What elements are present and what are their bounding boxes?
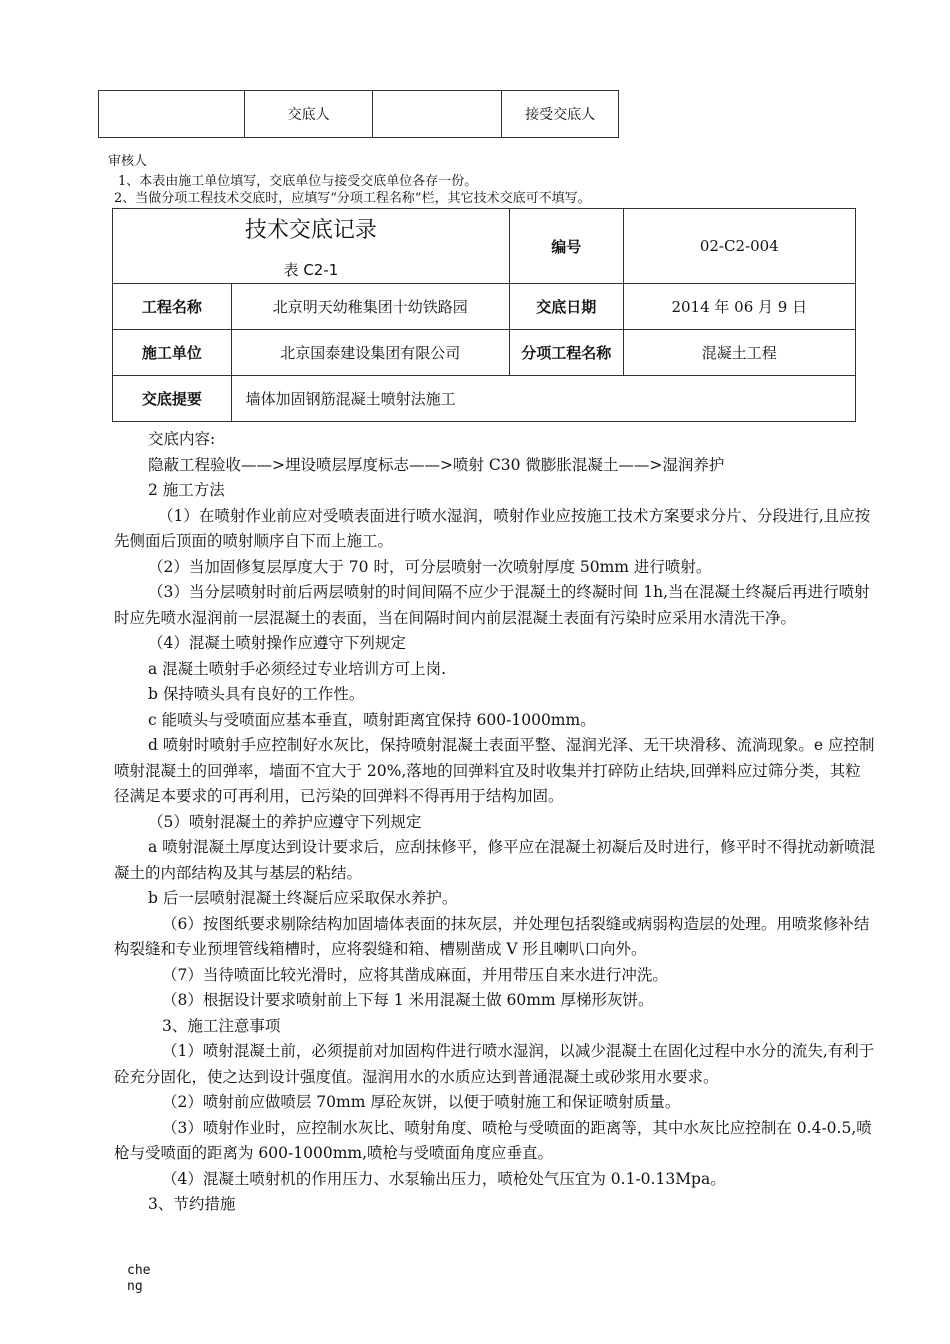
construction-unit-value: 北京国泰建设集团有限公司 — [231, 330, 509, 376]
precaution-item-1: （1）喷射混凝土前，必须提前对加固构件进行喷水湿润，以减少混凝土在固化过程中水分的流失,有利于砼充分固化，使之达到设计强度值。湿润用水的水质应达到普通混凝土或砂浆用水要求。 — [114, 1042, 875, 1086]
footer-text: cheng — [127, 1263, 151, 1294]
method-item-4d: d 喷射时喷射手应控制好水灰比，保持喷射混凝土表面平整、湿润光泽、无干块滑移、流淌现象。e 应控制喷射混凝土的回弹率，墙面不宜大于 20%,落地的回弹料宜及时收集并打碎防止结块,回弹料应过筛分类，其粒径满足本要求的可再利用，已污染的回弹料不得再用于结构加固。 — [114, 736, 875, 805]
method-item-8: （8）根据设计要求喷射前上下每 1 米用混凝土做 60mm 厚梯形灰饼。 — [162, 991, 654, 1009]
note-1: 1、本表由施工单位填写，交底单位与接受交底单位各存一份。 — [118, 174, 478, 189]
method-item-7: （7）当待喷面比较光滑时，应将其凿成麻面，并用带压自来水进行冲洗。 — [162, 965, 668, 984]
method-item-6: （6）按图纸要求剔除结构加固墙体表面的抹灰层，并处理包括裂缝或病弱构造层的处理。用喷浆修补结构裂缝和专业预埋管线箱槽时，应将裂缝和箱、槽剔凿成 V 形且喇叭口向外。 — [114, 914, 870, 958]
section-precautions: 3、施工注意事项 — [162, 1016, 281, 1035]
precaution-item-2: （2）喷射前应做喷层 70mm 厚砼灰饼，以便于喷射施工和保证喷射质量。 — [162, 1093, 681, 1111]
signature-cell-blank-2 — [373, 91, 502, 138]
content-body — [114, 427, 876, 1218]
project-name-label: 工程名称 — [113, 284, 232, 330]
date-label: 交底日期 — [509, 284, 623, 330]
process-flow: 隐蔽工程验收——>埋设喷层厚度标志——>喷射 C30 微膨胀混凝土——>湿润养护 — [148, 455, 725, 474]
record-table — [112, 208, 856, 422]
precaution-item-3: （3）喷射作业时，应控制水灰比、喷射角度、喷枪与受喷面的距离等，其中水灰比应控制在 0.4-0.5,喷枪与受喷面的距离为 600-1000mm,喷枪与受喷面角度应垂直。 — [114, 1118, 872, 1162]
handover-person-label: 交底人 — [244, 91, 373, 138]
method-item-5a: a 喷射混凝土厚度达到设计要求后，应刮抹修平，修平应在混凝土初凝后及时进行，修平时不得扰动新喷混凝土的内部结构及其与基层的粘结。 — [114, 838, 876, 882]
method-item-5b: b 后一层喷射混凝土终凝后应采取保水养护。 — [148, 889, 458, 907]
receiver-label: 接受交底人 — [502, 91, 619, 138]
method-item-4b: b 保持喷头具有良好的工作性。 — [148, 685, 365, 703]
construction-unit-label: 施工单位 — [113, 330, 232, 376]
note-2: 2、当做分项工程技术交底时，应填写“分项工程名称”栏，其它技术交底可不填写。 — [114, 191, 591, 206]
method-item-4a: a 混凝土喷射手必须经过专业培训方可上岗. — [148, 659, 447, 678]
date-value: 2014 年 06 月 9 日 — [623, 284, 855, 330]
method-item-1: （1）在喷射作业前应对受喷表面进行喷水湿润，喷射作业应按施工技术方案要求分片、分段进行,且应按先侧面后顶面的喷射顺序自下而上施工。 — [114, 506, 871, 550]
summary-label: 交底提要 — [113, 376, 232, 422]
reviewer-label: 审核人 — [108, 154, 148, 169]
number-label: 编号 — [509, 209, 623, 284]
form-number: 表 C2-1 — [283, 261, 339, 279]
sub-project-value: 混凝土工程 — [623, 330, 855, 376]
section-saving-measures: 3、节约措施 — [148, 1195, 236, 1213]
summary-value: 墙体加固钢筋混凝土喷射法施工 — [231, 376, 855, 422]
method-item-4c: c 能喷头与受喷面应基本垂直，喷射距离宜保持 600-1000mm。 — [148, 710, 596, 729]
signature-cell-blank-1 — [99, 91, 245, 138]
number-value: 02-C2-004 — [623, 209, 855, 284]
content-heading: 交底内容: — [148, 430, 216, 448]
method-item-4: （4）混凝土喷射操作应遵守下列规定 — [148, 634, 406, 652]
method-item-5: （5）喷射混凝土的养护应遵守下列规定 — [148, 812, 422, 831]
record-title: 技术交底记录 — [244, 218, 377, 243]
title-cell — [113, 209, 510, 284]
precaution-item-4: （4）混凝土喷射机的作用压力、水泵输出压力，喷枪处气压宜为 0.1-0.13Mpa。 — [162, 1169, 726, 1188]
method-item-2: （2）当加固修复层厚度大于 70 时，可分层喷射一次喷射厚度 50mm 进行喷射。 — [148, 557, 712, 576]
section-construction-method: 2 施工方法 — [148, 481, 225, 499]
signature-table — [98, 90, 619, 138]
method-item-3: （3）当分层喷射时前后两层喷射的时间间隔不应少于混凝土的终凝时间 1h,当在混凝土终凝后再进行喷射时应先喷水湿润前一层混凝土的表面，当在间隔时间内前层混凝土表面有污染时应采用水清洗干净。 — [114, 583, 870, 627]
project-name-value: 北京明天幼稚集团十幼铁路园 — [231, 284, 509, 330]
sub-project-label: 分项工程名称 — [509, 330, 623, 376]
